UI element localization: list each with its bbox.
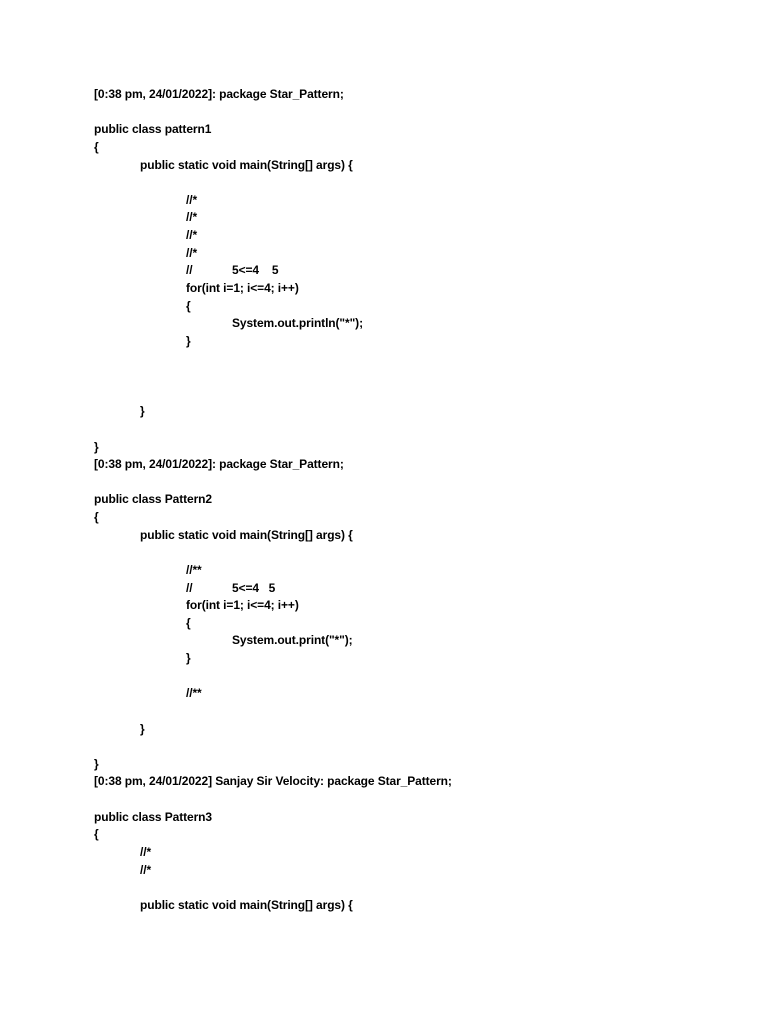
code-line-text: {	[94, 510, 99, 524]
code-line	[94, 491, 734, 509]
code-line	[94, 121, 734, 139]
blank-line	[94, 421, 734, 439]
code-line-comment-text: 5<=4 5	[232, 580, 276, 595]
code-line-text: {	[94, 139, 99, 154]
code-line-comment-text: 5<=4 5	[232, 263, 279, 278]
blank-line	[94, 791, 734, 809]
code-line	[94, 756, 734, 774]
code-line-text: //*	[186, 228, 198, 242]
code-line-text: //	[186, 580, 193, 595]
code-line-text: //*	[186, 192, 198, 207]
code-line-text: public class pattern1	[94, 122, 212, 137]
code-line	[94, 632, 734, 650]
code-line	[94, 456, 734, 474]
code-line	[94, 262, 734, 280]
code-line-text: {	[186, 615, 191, 630]
code-line	[94, 809, 734, 827]
blank-line	[94, 544, 734, 562]
code-line	[94, 139, 734, 157]
blank-line	[94, 668, 734, 686]
code-line	[94, 298, 734, 316]
code-line	[94, 844, 734, 862]
code-line	[94, 685, 734, 703]
code-line	[94, 826, 734, 844]
code-line-text: }	[94, 756, 99, 771]
code-line-text: }	[186, 651, 191, 665]
code-line-text: }	[140, 404, 145, 419]
code-line	[94, 439, 734, 457]
code-line	[94, 333, 734, 351]
code-line	[94, 773, 734, 791]
code-line	[94, 209, 734, 227]
code-line	[94, 157, 734, 175]
blank-line	[94, 474, 734, 492]
code-line-text: //*	[140, 844, 152, 859]
code-line	[94, 562, 734, 580]
code-line-text: for(int i=1; i<=4; i++)	[186, 598, 299, 613]
code-line-text: }	[140, 721, 145, 736]
blank-line	[94, 174, 734, 192]
code-line	[94, 403, 734, 421]
code-line-text: //**	[186, 562, 202, 577]
code-line	[94, 862, 734, 880]
code-line-text: //*	[140, 862, 152, 877]
code-line-text: System.out.print("*");	[232, 633, 353, 648]
code-line-text: public static void main(String[] args) {	[140, 897, 353, 912]
code-line	[94, 192, 734, 210]
code-line-text: public static void main(String[] args) {	[140, 527, 353, 542]
blank-line	[94, 104, 734, 122]
code-line	[94, 597, 734, 615]
blank-line	[94, 738, 734, 756]
code-line-text: //	[186, 263, 193, 278]
code-line-text: [0:38 pm, 24/01/2022]: package Star_Pattern;	[94, 457, 344, 472]
blank-line	[94, 350, 734, 368]
code-line	[94, 509, 734, 527]
code-line-text: [0:38 pm, 24/01/2022] Sanjay Sir Velocity: package Star_Pattern;	[94, 774, 452, 789]
code-line-text: {	[186, 298, 191, 313]
code-line-text: public class Pattern3	[94, 809, 212, 824]
code-line-text: public static void main(String[] args) {	[140, 157, 353, 172]
code-line-text: {	[94, 827, 99, 842]
code-line	[94, 897, 734, 915]
code-line	[94, 615, 734, 633]
code-line	[94, 315, 734, 333]
code-line	[94, 527, 734, 545]
code-line-text: for(int i=1; i<=4; i++)	[186, 280, 299, 295]
code-line-text: [0:38 pm, 24/01/2022]: package Star_Pattern;	[94, 87, 344, 101]
code-line-text: }	[186, 333, 191, 348]
blank-line	[94, 703, 734, 721]
code-line	[94, 580, 734, 598]
code-line	[94, 245, 734, 263]
code-line	[94, 650, 734, 668]
code-line-text: //*	[186, 245, 198, 260]
code-line-text: System.out.println("*");	[232, 316, 363, 331]
code-line	[94, 280, 734, 298]
code-line	[94, 227, 734, 245]
code-line-text: //*	[186, 210, 198, 225]
blank-line	[94, 879, 734, 897]
document-body	[94, 86, 734, 914]
blank-line	[94, 368, 734, 386]
code-line	[94, 721, 734, 739]
code-line-text: }	[94, 439, 99, 454]
code-line-text: //**	[186, 686, 202, 701]
code-line	[94, 86, 734, 104]
code-line-text: public class Pattern2	[94, 492, 212, 507]
blank-line	[94, 386, 734, 404]
